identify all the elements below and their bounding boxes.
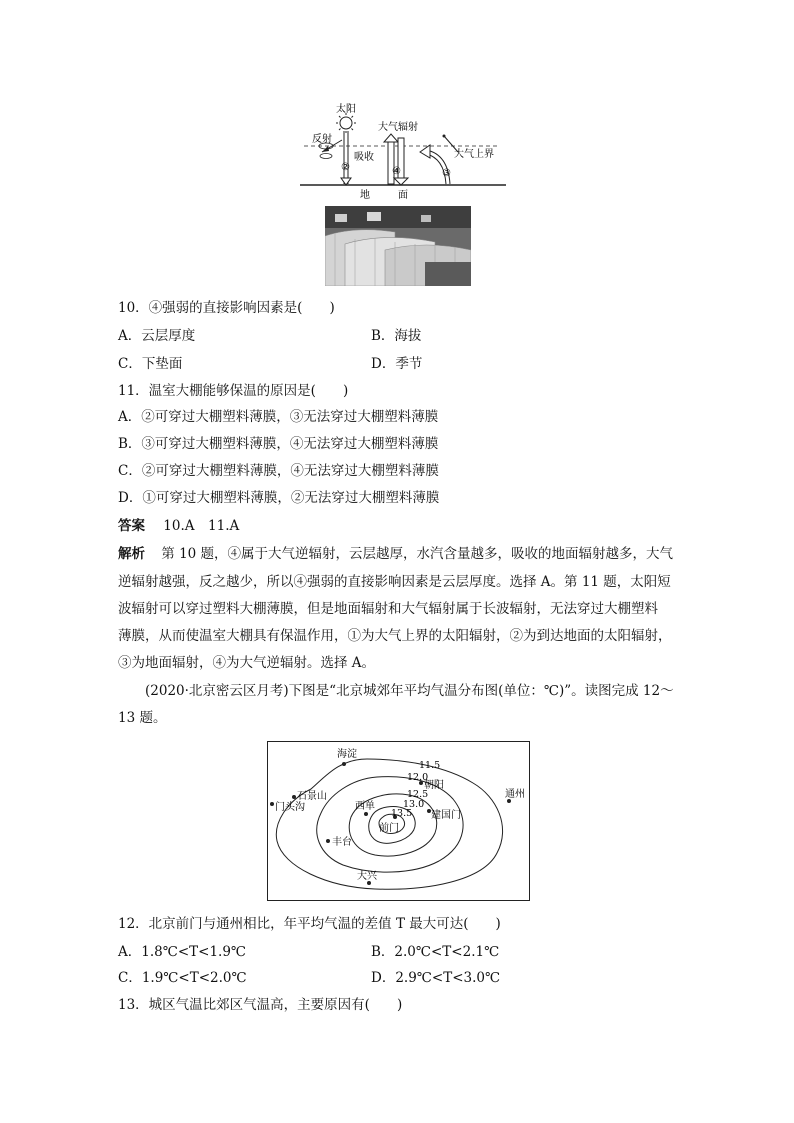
- sun-icon: [336, 113, 356, 133]
- intro-line-1: (2020·北京密云区月考)下图是“北京城郊年平均气温分布图(单位：℃)”。读图完成 12～: [145, 683, 674, 699]
- analysis-text-1: 第 10 题，④属于大气逆辐射，云层越厚，水汽含量越多，吸收的地面辐射越多，大气: [161, 546, 674, 562]
- q12-option-c[interactable]: C．1.9℃<T<2.0℃: [118, 970, 247, 986]
- q10-option-a[interactable]: A．云层厚度: [118, 328, 196, 344]
- analysis-line-5: ③为地面辐射，④为大气逆辐射。选择 A。: [118, 655, 376, 671]
- answer-line: [118, 517, 239, 535]
- q12-option-b[interactable]: B．2.0℃<T<2.1℃: [371, 944, 500, 960]
- analysis-line-1: [118, 545, 673, 563]
- q12-option-d[interactable]: D．2.9℃<T<3.0℃: [371, 970, 501, 986]
- ground-right-label: 面: [398, 190, 408, 201]
- reflect-label: 反射: [312, 134, 332, 145]
- label-chaoyang: 朝阳: [424, 780, 444, 791]
- greenhouse-photo: [325, 206, 471, 286]
- answer-text: 10.A 11.A: [163, 518, 240, 534]
- q10-option-d[interactable]: D．季节: [371, 356, 423, 372]
- q11-option-c[interactable]: C．②可穿过大棚塑料薄膜，④无法穿过大棚塑料薄膜: [118, 463, 439, 479]
- q13-stem: 13．城区气温比郊区气温高，主要原因有( ): [118, 997, 403, 1013]
- beijing-temperature-map: [267, 741, 530, 901]
- analysis-line-4: 薄膜，从而使温室大棚具有保温作用，①为大气上界的太阳辐射，②为到达地面的太阳辐射，: [118, 628, 672, 644]
- q12-stem: 12．北京前门与通州相比，年平均气温的差值 T 最大可达( ): [118, 916, 501, 932]
- q10-stem: 10．④强弱的直接影响因素是( ): [118, 300, 335, 316]
- iso-label-11-5: 11.5: [419, 760, 441, 771]
- ground-left-label: 地: [360, 190, 370, 201]
- label-4: ④: [392, 166, 401, 177]
- q11-option-d[interactable]: D．①可穿过大棚塑料薄膜，②无法穿过大棚塑料薄膜: [118, 490, 440, 506]
- label-shijingshan: 石景山: [297, 791, 327, 802]
- radiation-diagram: [298, 100, 508, 202]
- label-tongzhou: 通州: [505, 789, 525, 800]
- iso-label-12-5: 12.5: [407, 789, 429, 800]
- q10-option-c[interactable]: C．下垫面: [118, 356, 183, 372]
- q11-option-a[interactable]: A．②可穿过大棚塑料薄膜，③无法穿过大棚塑料薄膜: [118, 409, 439, 425]
- label-fengtai: 丰台: [332, 837, 352, 848]
- analysis-label: 解析: [118, 546, 145, 562]
- iso-label-12-0: 12.0: [407, 772, 429, 783]
- intro-line-2: 13 题。: [118, 710, 167, 726]
- q10-option-b[interactable]: B．海拔: [371, 328, 422, 344]
- label-mentougou: 门头沟: [275, 802, 305, 813]
- analysis-line-2: 逆辐射越强，反之越少，所以④强弱的直接影响因素是云层厚度。选择 A。第 11 题，太阳短: [118, 574, 671, 590]
- iso-label-13-5: 13.5: [391, 808, 413, 819]
- label-2: ②: [341, 162, 350, 173]
- q11-stem: 11．温室大棚能够保温的原因是( ): [118, 383, 349, 399]
- label-xidan: 西单: [355, 801, 375, 812]
- q11-option-b[interactable]: B．③可穿过大棚塑料薄膜，④无法穿过大棚塑料薄膜: [118, 436, 439, 452]
- label-qianmen: 前门: [379, 823, 399, 834]
- atm-top-label: 大气上界: [454, 149, 494, 160]
- analysis-line-3: 波辐射可以穿过塑料大棚薄膜，但是地面辐射和大气辐射属于长波辐射，无法穿过大棚塑料: [118, 601, 658, 617]
- sun-label: 太阳: [336, 104, 356, 115]
- answer-label: 答案: [118, 518, 145, 534]
- atm-radiation-label: 大气辐射: [378, 122, 418, 133]
- label-haidian: 海淀: [337, 749, 357, 760]
- absorb-label: 吸收: [354, 152, 374, 163]
- label-3: ③: [442, 168, 451, 179]
- label-jianguomen: 建国门: [431, 810, 461, 821]
- q12-option-a[interactable]: A．1.8℃<T<1.9℃: [118, 944, 247, 960]
- label-daxing: 大兴: [357, 871, 377, 882]
- iso-label-13-0: 13.0: [403, 799, 425, 810]
